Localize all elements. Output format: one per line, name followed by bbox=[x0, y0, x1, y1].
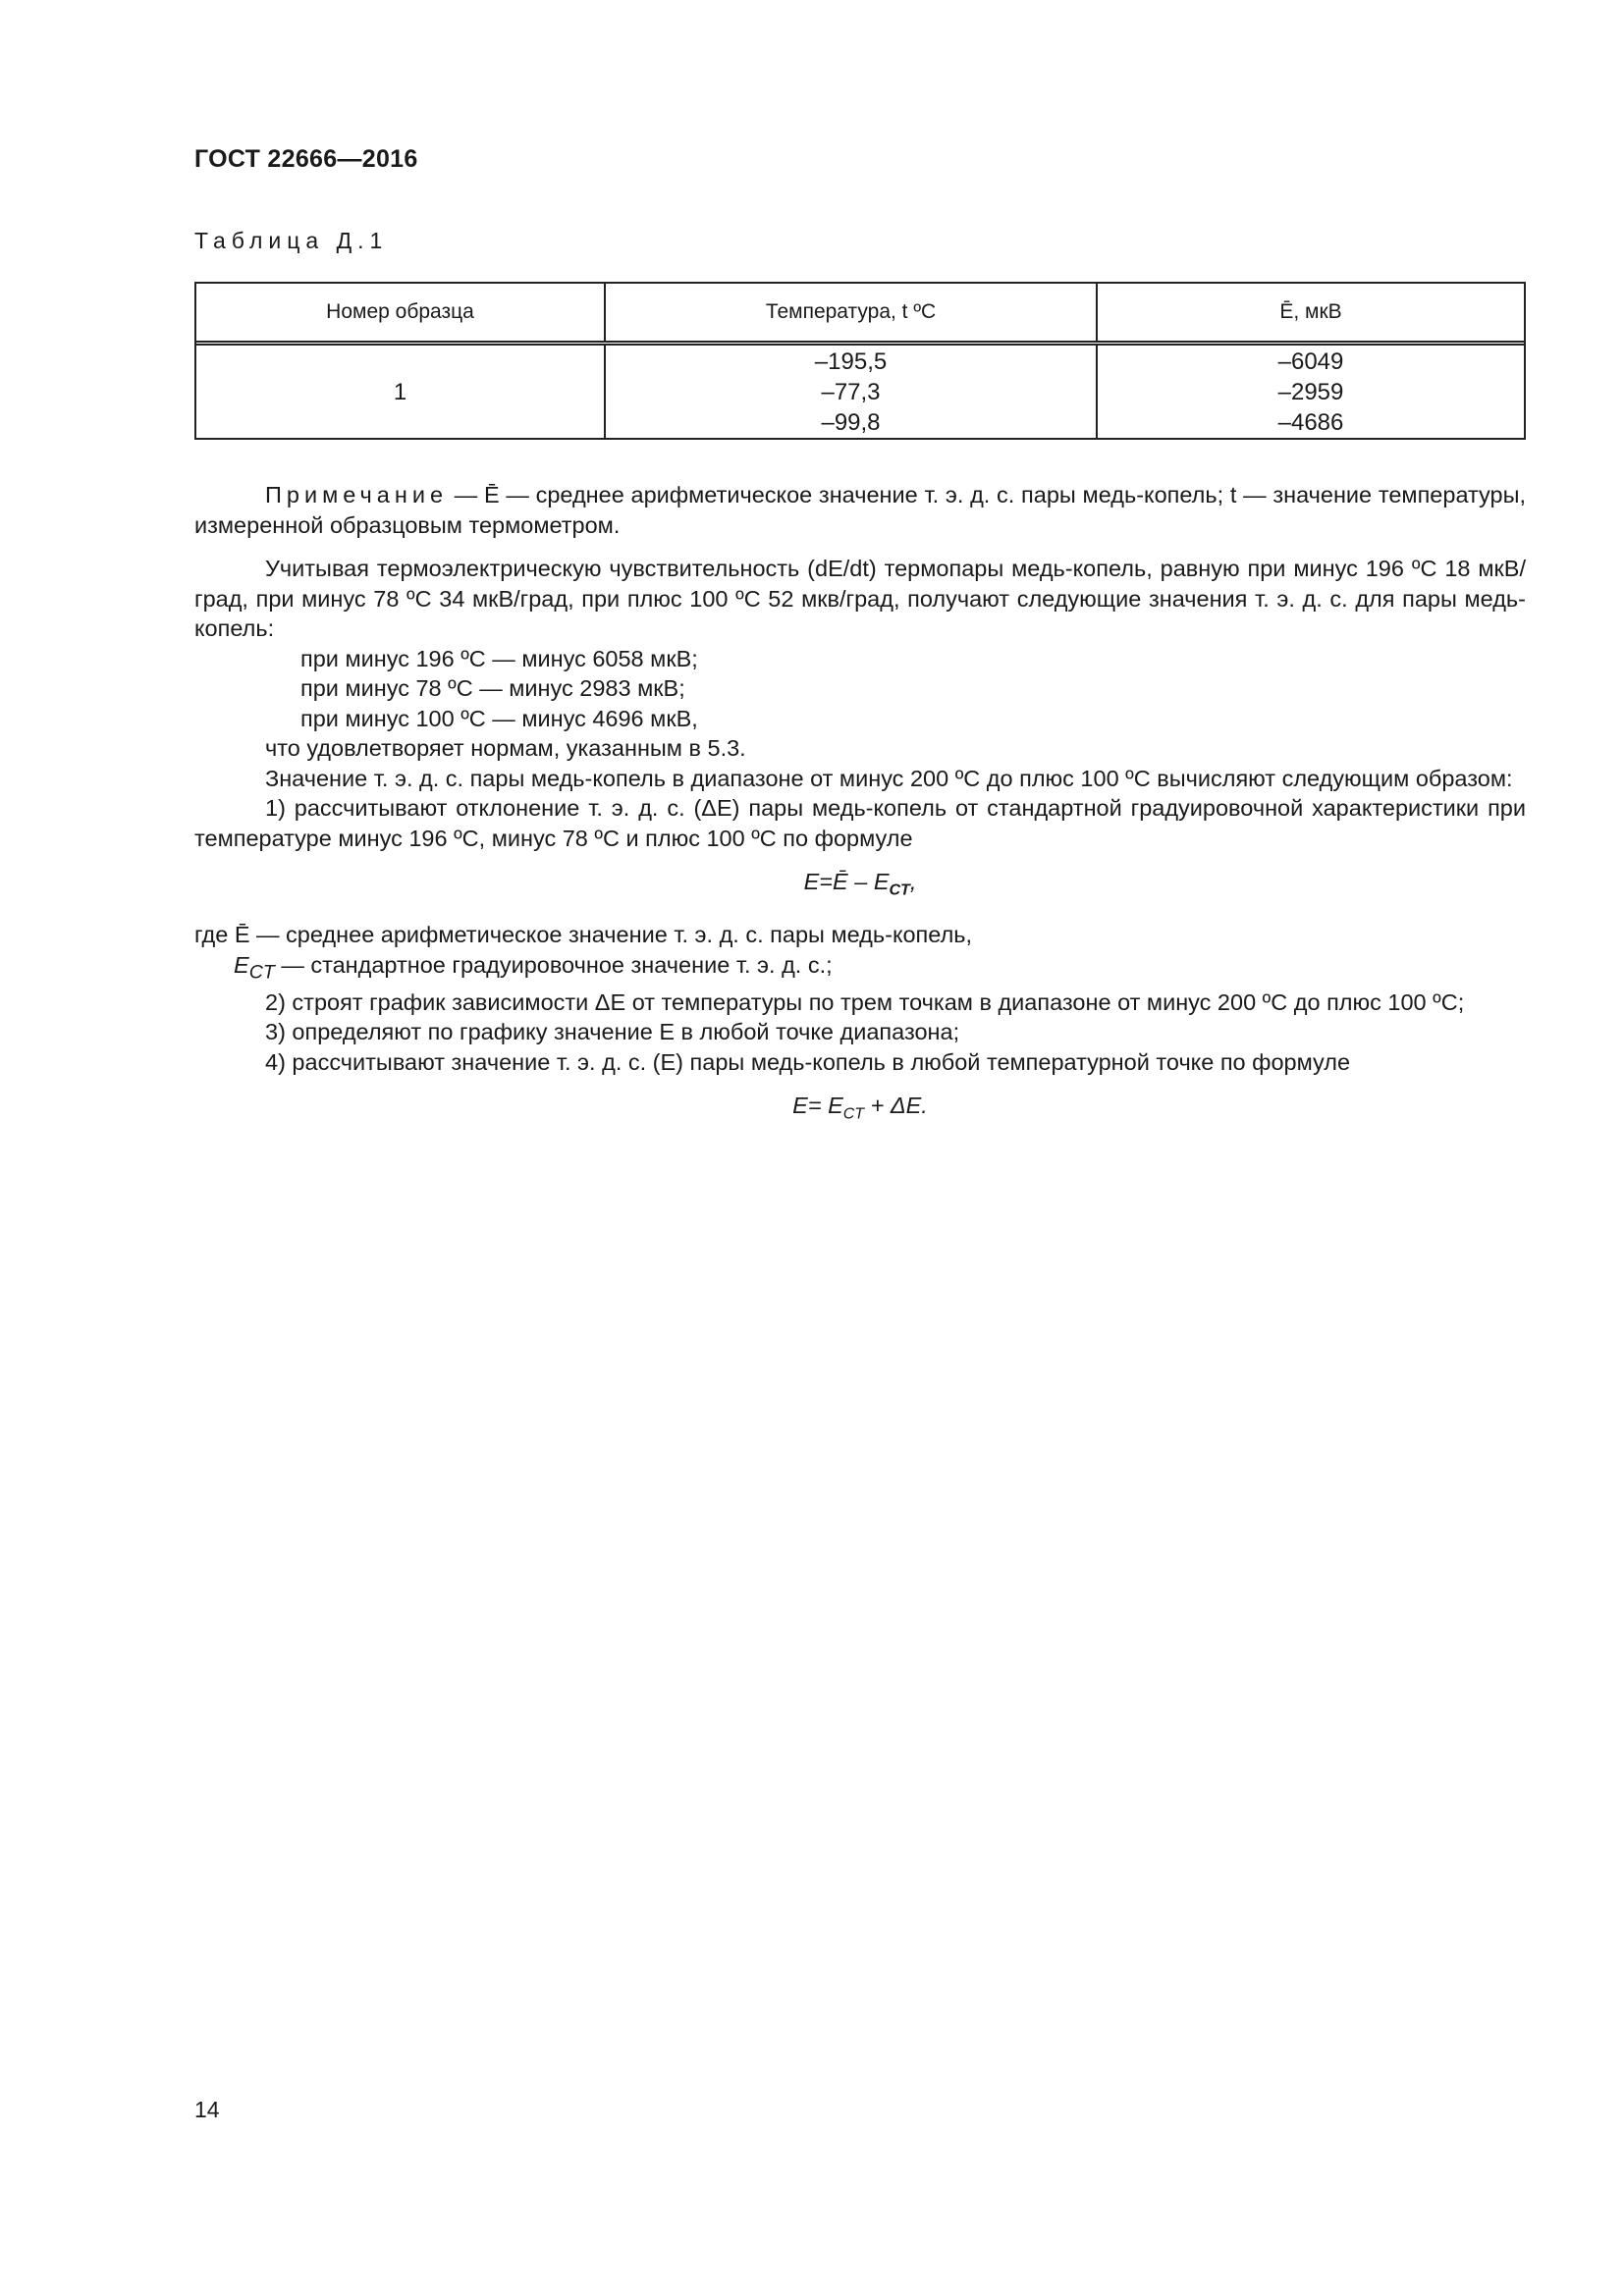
paragraph: Учитывая термоэлектрическую чувствительность (dE/dt) термопары медь-копель, равную при минус 196 ºC 18 мкВ/град, при минус 78 ºC 34 мкВ/град, при плюс 100 ºC 52 мкв/град, получают следующие значения т. э. д. с. для пары медь-копель: bbox=[194, 556, 1526, 641]
body-text bbox=[194, 480, 1526, 1145]
emf-value: –4686 bbox=[1277, 408, 1344, 436]
column-header-temperature: Температура, t ºC bbox=[606, 284, 1098, 341]
temperature-value: –195,5 bbox=[814, 347, 888, 375]
formula: E=Ē – $E_{CT}$, bbox=[803, 869, 917, 899]
temperature-value: –77,3 bbox=[821, 378, 881, 405]
data-table bbox=[194, 282, 1526, 440]
formula-explanation: где Ē — среднее арифметическое значение т. э. д. с. пары медь-копель, bbox=[194, 922, 973, 948]
temperature-cell bbox=[606, 346, 1098, 438]
paragraph: Значение т. э. д. с. пары медь-копель в диапазоне от минус 200 ºC до плюс 100 ºC вычисляют следующим образом: bbox=[265, 765, 1513, 791]
column-header-sample: Номер образца bbox=[196, 284, 606, 341]
formula-explanation: $E_{CT}$ — стандартное градуировочное значение т. э. д. с.; bbox=[234, 951, 833, 984]
note-text: — Ē — среднее арифметическое значение т. э. д. с. пары медь-копель; t — значение температуры, измеренной образцовым термометром. bbox=[194, 482, 1526, 538]
table-note bbox=[194, 480, 1526, 540]
step-item: 3) определяют по графику значение E в любой точке диапазона; bbox=[265, 1019, 960, 1045]
emf-cell bbox=[1098, 346, 1524, 438]
table-header-row bbox=[196, 284, 1524, 346]
list-item: при минус 78 ºC — минус 2983 мкВ; bbox=[300, 675, 685, 701]
list-item: при минус 100 ºC — минус 4696 мкВ, bbox=[300, 705, 698, 731]
step-item: 1) рассчитывают отклонение т. э. д. с. (ΔE) пары медь-копель от стандартной градуировочной характеристики при температуре минус 196 ºC, минус 78 ºC и плюс 100 ºC по формуле bbox=[194, 795, 1526, 851]
note-label: Примечание bbox=[265, 482, 449, 507]
step-item: 4) рассчитывают значение т. э. д. с. (E) пары медь-копель в любой температурной точке по формуле bbox=[265, 1048, 1351, 1075]
emf-value: –2959 bbox=[1277, 378, 1344, 405]
page-number: 14 bbox=[194, 2097, 220, 2122]
step-item: 2) строят график зависимости ΔE от температуры по трем точкам в диапазоне от минус 200 ºC до плюс 100 ºC; bbox=[265, 988, 1465, 1015]
table-row bbox=[196, 346, 1524, 438]
paragraph: что удовлетворяет нормам, указанным в 5.3. bbox=[265, 735, 746, 761]
table-caption: Таблица Д.1 bbox=[194, 228, 389, 253]
sample-number-cell: 1 bbox=[196, 346, 606, 438]
column-header-emf: Ē, мкВ bbox=[1279, 300, 1342, 323]
document-header: ГОСТ 22666—2016 bbox=[194, 145, 418, 173]
emf-value: –6049 bbox=[1277, 347, 1344, 375]
temperature-value: –99,8 bbox=[821, 408, 881, 436]
formula: $E= E_{CT} + \Delta E$. bbox=[792, 1093, 928, 1124]
list-item: при минус 196 ºC — минус 6058 мкВ; bbox=[300, 645, 698, 671]
